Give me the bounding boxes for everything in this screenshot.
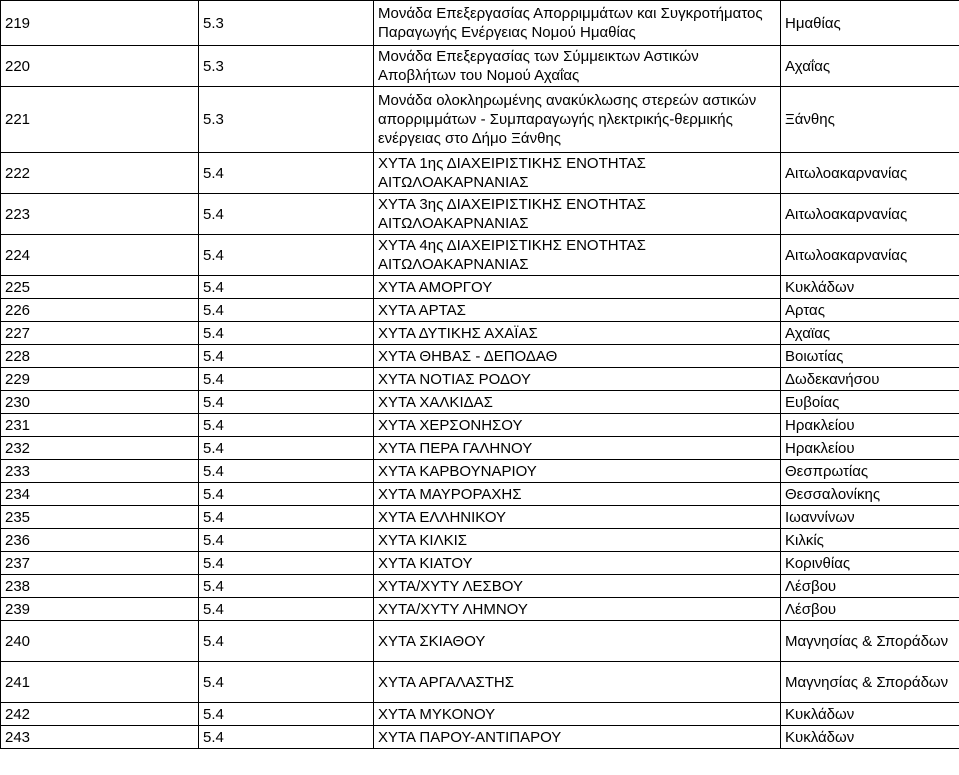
prefecture-cell: Αιτωλοακαρνανίας: [781, 153, 959, 194]
facility-name-cell: ΧΥΤΑ ΑΡΤΑΣ: [374, 299, 781, 322]
table-row: [1, 662, 959, 703]
prefecture-cell: Βοιωτίας: [781, 345, 959, 368]
facility-name-cell: ΧΥΤΑ ΧΑΛΚΙΔΑΣ: [374, 391, 781, 414]
row-number-cell: 233: [1, 460, 199, 483]
table-row: [1, 598, 959, 621]
table-row: [1, 437, 959, 460]
row-number-cell: 221: [1, 87, 199, 153]
facility-name-cell: ΧΥΤΑ ΠΕΡΑ ΓΑΛΗΝΟΥ: [374, 437, 781, 460]
row-number-cell: 238: [1, 575, 199, 598]
row-number-cell: 241: [1, 662, 199, 703]
table-row: [1, 153, 959, 194]
facility-name-cell: ΧΥΤΑ ΔΥΤΙΚΗΣ ΑΧΑΪΑΣ: [374, 322, 781, 345]
row-number-cell: 227: [1, 322, 199, 345]
facility-name-cell: Μονάδα Επεξεργασίας των Σύμμεικτων Αστικών Αποβλήτων του Νομού Αχαΐας: [374, 46, 781, 87]
row-number-cell: 231: [1, 414, 199, 437]
table-row: [1, 194, 959, 235]
category-code-cell: 5.4: [199, 506, 374, 529]
facility-name-cell: ΧΥΤΑ ΚΙΑΤΟΥ: [374, 552, 781, 575]
facility-name-cell: ΧΥΤΑ/ΧΥΤΥ ΛΕΣΒΟΥ: [374, 575, 781, 598]
table-row: [1, 46, 959, 87]
category-code-cell: 5.4: [199, 703, 374, 726]
prefecture-cell: Κυκλάδων: [781, 726, 959, 749]
table-row: [1, 1, 959, 46]
table-row: [1, 506, 959, 529]
prefecture-cell: Αιτωλοακαρνανίας: [781, 235, 959, 276]
prefecture-cell: Κυκλάδων: [781, 276, 959, 299]
row-number-cell: 222: [1, 153, 199, 194]
row-number-cell: 232: [1, 437, 199, 460]
prefecture-cell: Ημαθίας: [781, 1, 959, 46]
category-code-cell: 5.4: [199, 299, 374, 322]
row-number-cell: 220: [1, 46, 199, 87]
row-number-cell: 224: [1, 235, 199, 276]
category-code-cell: 5.4: [199, 726, 374, 749]
table-row: [1, 276, 959, 299]
category-code-cell: 5.4: [199, 598, 374, 621]
table-row: [1, 460, 959, 483]
row-number-cell: 239: [1, 598, 199, 621]
table-row: [1, 621, 959, 662]
prefecture-cell: Δωδεκανήσου: [781, 368, 959, 391]
table-row: [1, 483, 959, 506]
prefecture-cell: Μαγνησίας & Σποράδων: [781, 621, 959, 662]
table-row: [1, 391, 959, 414]
prefecture-cell: Ξάνθης: [781, 87, 959, 153]
facility-name-cell: ΧΥΤΑ ΜΑΥΡΟΡΑΧΗΣ: [374, 483, 781, 506]
category-code-cell: 5.4: [199, 552, 374, 575]
row-number-cell: 228: [1, 345, 199, 368]
prefecture-cell: Αιτωλοακαρνανίας: [781, 194, 959, 235]
table-row: [1, 575, 959, 598]
facility-name-cell: ΧΥΤΑ ΜΥΚΟΝΟΥ: [374, 703, 781, 726]
facility-name-cell: ΧΥΤΑ ΚΙΛΚΙΣ: [374, 529, 781, 552]
category-code-cell: 5.4: [199, 276, 374, 299]
facility-name-cell: Μονάδα Επεξεργασίας Απορριμμάτων και Συγκροτήματος Παραγωγής Ενέργειας Νομού Ημαθίας: [374, 1, 781, 46]
category-code-cell: 5.4: [199, 621, 374, 662]
prefecture-cell: Ιωαννίνων: [781, 506, 959, 529]
facility-name-cell: ΧΥΤΑ ΑΡΓΑΛΑΣΤΗΣ: [374, 662, 781, 703]
prefecture-cell: Κυκλάδων: [781, 703, 959, 726]
category-code-cell: 5.4: [199, 194, 374, 235]
category-code-cell: 5.4: [199, 391, 374, 414]
table-row: [1, 345, 959, 368]
category-code-cell: 5.4: [199, 322, 374, 345]
category-code-cell: 5.4: [199, 662, 374, 703]
category-code-cell: 5.3: [199, 87, 374, 153]
prefecture-cell: Θεσσαλονίκης: [781, 483, 959, 506]
facility-name-cell: ΧΥΤΑ ΕΛΛΗΝΙΚΟΥ: [374, 506, 781, 529]
row-number-cell: 229: [1, 368, 199, 391]
row-number-cell: 237: [1, 552, 199, 575]
prefecture-cell: Ηρακλείου: [781, 437, 959, 460]
prefecture-cell: Ηρακλείου: [781, 414, 959, 437]
prefecture-cell: Αχαΐας: [781, 46, 959, 87]
row-number-cell: 234: [1, 483, 199, 506]
facility-name-cell: ΧΥΤΑ ΠΑΡΟΥ-ΑΝΤΙΠΑΡΟΥ: [374, 726, 781, 749]
facility-name-cell: ΧΥΤΑ ΑΜΟΡΓΟΥ: [374, 276, 781, 299]
table-row: [1, 414, 959, 437]
prefecture-cell: Λέσβου: [781, 598, 959, 621]
table-row: [1, 368, 959, 391]
row-number-cell: 225: [1, 276, 199, 299]
facilities-table-body: [1, 1, 959, 749]
row-number-cell: 226: [1, 299, 199, 322]
category-code-cell: 5.4: [199, 345, 374, 368]
table-row: [1, 529, 959, 552]
row-number-cell: 223: [1, 194, 199, 235]
category-code-cell: 5.4: [199, 437, 374, 460]
table-row: [1, 703, 959, 726]
prefecture-cell: Λέσβου: [781, 575, 959, 598]
category-code-cell: 5.4: [199, 575, 374, 598]
category-code-cell: 5.4: [199, 235, 374, 276]
category-code-cell: 5.4: [199, 529, 374, 552]
row-number-cell: 240: [1, 621, 199, 662]
row-number-cell: 230: [1, 391, 199, 414]
facility-name-cell: ΧΥΤΑ ΘΗΒΑΣ - ΔΕΠΟΔΑΘ: [374, 345, 781, 368]
row-number-cell: 242: [1, 703, 199, 726]
facility-name-cell: ΧΥΤΑ/ΧΥΤΥ ΛΗΜΝΟΥ: [374, 598, 781, 621]
table-row: [1, 322, 959, 345]
category-code-cell: 5.4: [199, 483, 374, 506]
facility-name-cell: ΧΥΤΑ ΧΕΡΣΟΝΗΣΟΥ: [374, 414, 781, 437]
prefecture-cell: Κορινθίας: [781, 552, 959, 575]
facility-name-cell: Μονάδα ολοκληρωμένης ανακύκλωσης στερεών αστικών απορριμμάτων - Συμπαραγωγής ηλεκτρικής-θερμικής ενέργειας στο Δήμο Ξάνθης: [374, 87, 781, 153]
prefecture-cell: Θεσπρωτίας: [781, 460, 959, 483]
prefecture-cell: Ευβοίας: [781, 391, 959, 414]
category-code-cell: 5.4: [199, 368, 374, 391]
facility-name-cell: ΧΥΤΑ ΝΟΤΙΑΣ ΡΟΔΟΥ: [374, 368, 781, 391]
category-code-cell: 5.4: [199, 460, 374, 483]
facility-name-cell: ΧΥΤΑ ΣΚΙΑΘΟΥ: [374, 621, 781, 662]
table-row: [1, 235, 959, 276]
facility-name-cell: ΧΥΤΑ 3ης ΔΙΑΧΕΙΡΙΣΤΙΚΗΣ ΕΝΟΤΗΤΑΣ ΑΙΤΩΛΟΑΚΑΡΝΑΝΙΑΣ: [374, 194, 781, 235]
table-row: [1, 552, 959, 575]
category-code-cell: 5.3: [199, 46, 374, 87]
row-number-cell: 219: [1, 1, 199, 46]
prefecture-cell: Μαγνησίας & Σποράδων: [781, 662, 959, 703]
prefecture-cell: Αρτας: [781, 299, 959, 322]
table-row: [1, 299, 959, 322]
category-code-cell: 5.4: [199, 153, 374, 194]
row-number-cell: 236: [1, 529, 199, 552]
prefecture-cell: Αχαϊας: [781, 322, 959, 345]
category-code-cell: 5.4: [199, 414, 374, 437]
facility-name-cell: ΧΥΤΑ 1ης ΔΙΑΧΕΙΡΙΣΤΙΚΗΣ ΕΝΟΤΗΤΑΣ ΑΙΤΩΛΟΑΚΑΡΝΑΝΙΑΣ: [374, 153, 781, 194]
facility-name-cell: ΧΥΤΑ 4ης ΔΙΑΧΕΙΡΙΣΤΙΚΗΣ ΕΝΟΤΗΤΑΣ ΑΙΤΩΛΟΑΚΑΡΝΑΝΙΑΣ: [374, 235, 781, 276]
row-number-cell: 243: [1, 726, 199, 749]
table-row: [1, 726, 959, 749]
prefecture-cell: Κιλκίς: [781, 529, 959, 552]
category-code-cell: 5.3: [199, 1, 374, 46]
facility-name-cell: ΧΥΤΑ ΚΑΡΒΟΥΝΑΡΙΟΥ: [374, 460, 781, 483]
row-number-cell: 235: [1, 506, 199, 529]
table-row: [1, 87, 959, 153]
